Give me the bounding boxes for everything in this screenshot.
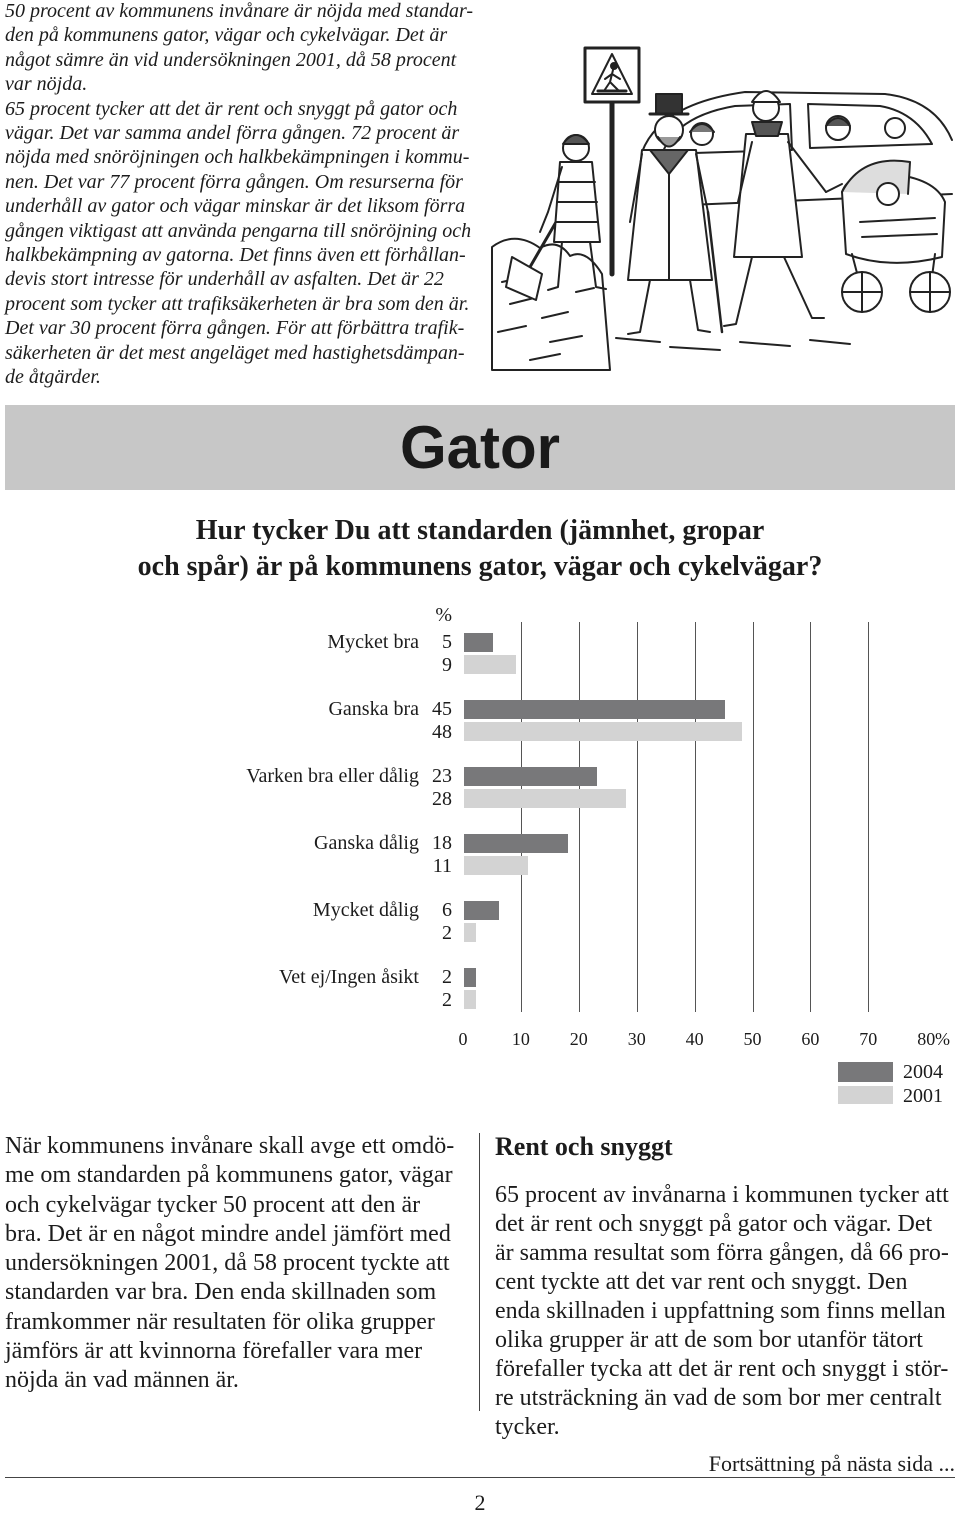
bar-2004 bbox=[464, 834, 568, 853]
stroller bbox=[826, 161, 950, 312]
paragraph-line: och cykelvägar tycker 50 procent att den är bbox=[5, 1191, 421, 1218]
intro-line: Det var 30 procent förra gången. För att förbättra trafik- bbox=[5, 317, 465, 340]
value-label: 11 bbox=[432, 855, 452, 877]
x-tick-label: 10 bbox=[511, 1029, 530, 1049]
x-tick-label: 0 bbox=[458, 1029, 468, 1049]
category-label: Ganska dålig bbox=[314, 832, 419, 854]
subsection-heading: Rent och snyggt bbox=[495, 1132, 673, 1161]
paragraph-line: enda skillnaden i uppfattning som finns mellan bbox=[495, 1298, 946, 1324]
paragraph-line: framkommer när resultaten för olika grupper bbox=[5, 1308, 435, 1335]
intro-line: underhåll av gator och vägar minskar är det liksom förra bbox=[5, 195, 466, 218]
intro-line: nen. Det var 77 procent förra gången. Om resurserna för bbox=[5, 170, 463, 193]
bar-2001 bbox=[464, 722, 742, 741]
value-label: 5 bbox=[442, 631, 452, 653]
bar-2004 bbox=[464, 767, 597, 786]
x-tick-label: 30 bbox=[627, 1029, 646, 1049]
intro-paragraph bbox=[5, 0, 473, 390]
x-tick-label: 80 bbox=[917, 1029, 936, 1049]
left-column-paragraph bbox=[5, 1132, 454, 1395]
intro-line: var nöjda. bbox=[5, 73, 88, 96]
gridline bbox=[695, 622, 696, 1012]
gridline bbox=[868, 622, 869, 1012]
intro-line: procent som tycker att trafiksäkerheten är bra som den är. bbox=[5, 292, 470, 315]
gridline bbox=[579, 622, 580, 1012]
street-scene-illustration bbox=[490, 42, 955, 372]
intro-line: nöjda med snöröjningen och halkbekämpningen i kommu- bbox=[5, 146, 470, 169]
bar-2001 bbox=[464, 856, 528, 875]
bar-2004 bbox=[464, 968, 476, 987]
value-label: 28 bbox=[432, 788, 452, 810]
question-line: och spår) är på kommunens gator, vägar och cykelvägar? bbox=[137, 551, 823, 582]
category-label: Varken bra eller dålig bbox=[246, 765, 419, 787]
survey-question bbox=[0, 513, 960, 585]
section-title: Gator bbox=[399, 414, 561, 481]
category-label: Vet ej/Ingen åsikt bbox=[279, 966, 419, 988]
paragraph-line: förefaller tycka att det är rent och snyggt i stör- bbox=[495, 1356, 949, 1382]
continuation-note: Fortsättning på nästa sida ... bbox=[708, 1451, 955, 1476]
legend-swatch bbox=[838, 1086, 893, 1104]
paragraph-line: olika grupper är att de som bor utanför tätort bbox=[495, 1327, 923, 1353]
category-label: Ganska bra bbox=[328, 698, 419, 720]
value-label: 2 bbox=[442, 922, 452, 944]
intro-line: devis stort intresse för underhåll av asfalten. Det är 22 bbox=[5, 268, 444, 291]
value-label: 48 bbox=[432, 721, 452, 743]
gridline bbox=[810, 622, 811, 1012]
paragraph-line: är samma resultat som förra gången, då 66 pro- bbox=[495, 1240, 949, 1266]
paragraph-line: re utsträckning än vad de som bor mer centralt bbox=[495, 1385, 942, 1411]
gridline bbox=[521, 622, 522, 1012]
bar-2001 bbox=[464, 655, 516, 674]
bar-2004 bbox=[464, 700, 725, 719]
value-label: 6 bbox=[442, 899, 452, 921]
value-label: 9 bbox=[442, 654, 452, 676]
intro-line: gången viktigast att använda pengarna till snöröjning och bbox=[5, 219, 472, 242]
paragraph-line: standarden var bra. Den enda skillnaden som bbox=[5, 1279, 437, 1306]
category-label: Mycket bra bbox=[327, 631, 419, 653]
value-label: 45 bbox=[432, 698, 452, 720]
paragraph-line: cent tyckte att det var rent och snyggt. Den bbox=[495, 1269, 908, 1295]
gridline bbox=[753, 622, 754, 1012]
bar-2001 bbox=[464, 990, 476, 1009]
bar-2001 bbox=[464, 923, 476, 942]
paragraph-line: 65 procent av invånarna i kommunen tycker att bbox=[495, 1182, 949, 1208]
section-banner bbox=[5, 405, 955, 490]
paragraph-line: nöjda än vad männen är. bbox=[5, 1367, 239, 1393]
intro-line: den på kommunens gator, vägar och cykelvägar. Det är bbox=[5, 24, 448, 47]
intro-line: de åtgärder. bbox=[5, 366, 101, 389]
value-label: 23 bbox=[432, 765, 452, 787]
bar-2004 bbox=[464, 901, 499, 920]
x-tick-label: 70 bbox=[859, 1029, 878, 1049]
x-tick-label: 20 bbox=[569, 1029, 588, 1049]
category-label: Mycket dålig bbox=[312, 899, 419, 921]
paragraph-line: bra. Det är en något mindre andel jämfört med bbox=[5, 1220, 451, 1247]
right-column-paragraph bbox=[495, 1181, 949, 1442]
paragraph-line: tycker. bbox=[495, 1414, 560, 1440]
paragraph-line: jämförs är att kvinnorna förefaller vara mer bbox=[5, 1337, 423, 1364]
page-number: 2 bbox=[474, 1490, 486, 1515]
value-label: 18 bbox=[432, 832, 452, 854]
gridline bbox=[637, 622, 638, 1012]
value-column-header: % bbox=[435, 604, 452, 626]
question-line: Hur tycker Du att standarden (jämnhet, gropar bbox=[195, 515, 765, 546]
intro-line: halkbekämpning av gatorna. Det finns även ett förhållan- bbox=[5, 244, 466, 267]
paragraph-line: undersökningen 2001, då 58 procent tyckte att bbox=[5, 1250, 450, 1276]
bar-chart bbox=[0, 600, 960, 1120]
x-tick-label: 40 bbox=[685, 1029, 704, 1049]
legend-label: 2004 bbox=[903, 1061, 943, 1083]
bar-2001 bbox=[464, 789, 626, 808]
intro-line: 65 procent tycker att det är rent och snyggt på gator och bbox=[5, 97, 458, 120]
x-axis-unit: % bbox=[935, 1029, 950, 1049]
x-tick-label: 60 bbox=[801, 1029, 820, 1049]
legend-label: 2001 bbox=[903, 1085, 943, 1107]
legend-swatch bbox=[838, 1062, 893, 1082]
intro-line: vägar. Det var samma andel förra gången. 72 procent är bbox=[5, 122, 460, 145]
man-pushing-stroller-figure bbox=[724, 91, 826, 326]
column-divider bbox=[479, 1133, 480, 1411]
x-tick-label: 50 bbox=[743, 1029, 762, 1049]
value-label: 2 bbox=[442, 966, 452, 988]
footer-rule bbox=[5, 1477, 955, 1478]
intro-line: säkerheten är det mest angeläget med hastighetsdämpan- bbox=[5, 341, 465, 364]
paragraph-line: det är rent och snyggt på gator och vägar. Det bbox=[495, 1211, 933, 1237]
paragraph-line: me om standarden på kommunens gator, vägar bbox=[5, 1162, 453, 1189]
value-label: 2 bbox=[442, 989, 452, 1011]
paragraph-line: När kommunens invånare skall avge ett omdö- bbox=[5, 1133, 455, 1159]
intro-line: 50 procent av kommunens invånare är nöjda med standar- bbox=[5, 0, 474, 22]
bar-2004 bbox=[464, 633, 493, 652]
intro-line: något sämre än vid undersökningen 2001, då 58 procent bbox=[5, 48, 457, 71]
